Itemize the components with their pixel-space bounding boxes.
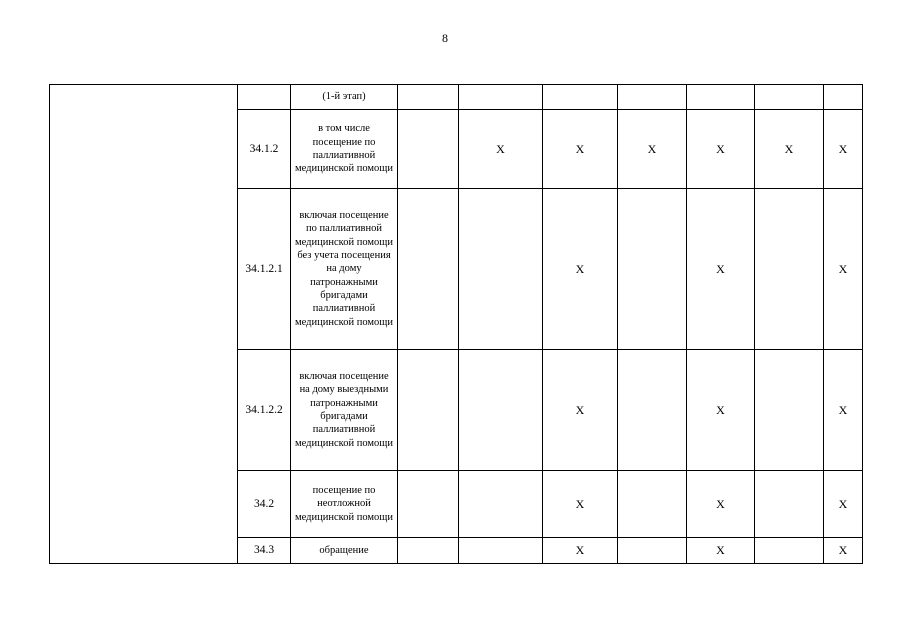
mark-cell xyxy=(618,85,687,110)
mark-cell: X xyxy=(618,110,687,189)
row-number: 34.1.2.2 xyxy=(238,350,291,471)
mark-cell xyxy=(687,85,755,110)
mark-cell xyxy=(618,189,687,350)
mark-cell: X xyxy=(824,471,863,538)
mark-cell: X xyxy=(687,471,755,538)
mark-cell xyxy=(755,189,824,350)
table-row xyxy=(50,85,863,110)
mark-cell xyxy=(755,471,824,538)
row-number: 34.1.2 xyxy=(238,110,291,189)
mark-cell xyxy=(459,538,543,564)
mark-cell xyxy=(824,85,863,110)
row-number xyxy=(238,85,291,110)
mark-cell xyxy=(398,110,459,189)
mark-cell: X xyxy=(824,350,863,471)
data-table xyxy=(49,84,863,564)
mark-cell xyxy=(459,85,543,110)
row-description: обращение xyxy=(291,538,398,564)
mark-cell xyxy=(618,538,687,564)
empty-stub-cell xyxy=(50,85,238,564)
mark-cell xyxy=(398,85,459,110)
mark-cell xyxy=(755,350,824,471)
mark-cell xyxy=(543,85,618,110)
row-description: посещение по неотложной медицинской помощи xyxy=(291,471,398,538)
mark-cell xyxy=(398,471,459,538)
row-number: 34.2 xyxy=(238,471,291,538)
mark-cell: X xyxy=(824,189,863,350)
row-number: 34.3 xyxy=(238,538,291,564)
page-number: 8 xyxy=(442,31,448,45)
mark-cell: X xyxy=(459,110,543,189)
mark-cell: X xyxy=(755,110,824,189)
mark-cell xyxy=(459,350,543,471)
mark-cell xyxy=(459,189,543,350)
mark-cell: X xyxy=(543,538,618,564)
mark-cell xyxy=(755,85,824,110)
mark-cell: X xyxy=(687,110,755,189)
mark-cell: X xyxy=(543,110,618,189)
mark-cell xyxy=(755,538,824,564)
mark-cell: X xyxy=(687,538,755,564)
mark-cell: X xyxy=(543,471,618,538)
mark-cell xyxy=(618,350,687,471)
mark-cell: X xyxy=(824,110,863,189)
mark-cell: X xyxy=(824,538,863,564)
row-description: включая посещение на дому выездными патронажными бригадами паллиативной медицинской помощи xyxy=(291,350,398,471)
mark-cell: X xyxy=(687,350,755,471)
mark-cell: X xyxy=(543,350,618,471)
mark-cell: X xyxy=(543,189,618,350)
mark-cell: X xyxy=(687,189,755,350)
row-number: 34.1.2.1 xyxy=(238,189,291,350)
mark-cell xyxy=(618,471,687,538)
mark-cell xyxy=(398,350,459,471)
row-description: (1-й этап) xyxy=(291,85,398,110)
mark-cell xyxy=(398,189,459,350)
mark-cell xyxy=(459,471,543,538)
row-description: в том числе посещение по паллиативной медицинской помощи xyxy=(291,110,398,189)
mark-cell xyxy=(398,538,459,564)
row-description: включая посещение по паллиативной медицинской помощи без учета посещения на дому патронажными бригадами паллиативной медицинской помощи xyxy=(291,189,398,350)
